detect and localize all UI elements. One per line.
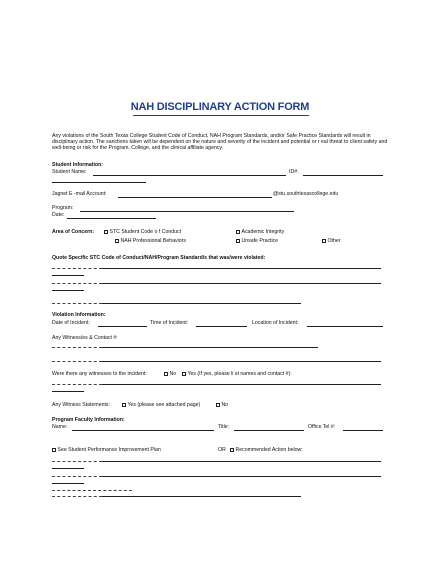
witness-line-dashes [52, 347, 102, 348]
checkbox-improvement-plan-label: See Student Performance Improvement Plan [57, 447, 161, 453]
witness-contact-label: Any Witness/es & Contact #: [52, 335, 118, 341]
checkbox-nah-label: NAH Professional Behaviors [120, 238, 186, 244]
faculty-office-label: Office Tel #: [308, 424, 336, 430]
checkbox-witness-yes-label: Yes (If yes, please li st names and contact #): [187, 371, 292, 377]
checkbox-stc-code-label: STC Student Code o f Conduct [109, 229, 182, 235]
witness-question-label: Were there any witnesses to the incident: [52, 371, 147, 377]
faculty-title-label: Title: [218, 424, 230, 430]
incident-date-field[interactable] [98, 326, 147, 327]
quote-line-5[interactable] [102, 303, 301, 304]
checkbox-statements-no[interactable] [216, 402, 228, 408]
quote-line-4[interactable] [52, 290, 84, 291]
checkbox-nah-behaviors[interactable] [115, 238, 186, 244]
checkbox-square [322, 239, 326, 243]
checkbox-square [182, 372, 186, 376]
area-of-concern-label: Area of Concern: [52, 229, 95, 235]
student-name-extra-line[interactable] [52, 182, 146, 183]
checkbox-square [52, 448, 56, 452]
student-id-label: ID#: [289, 169, 299, 175]
checkbox-unsafe-label: Unsafe Practice [241, 238, 279, 244]
checkbox-square [230, 448, 234, 452]
checkbox-statements-no-label: No [221, 402, 229, 408]
quote-line-2[interactable] [52, 275, 84, 276]
action-line-1[interactable] [102, 461, 381, 462]
incident-date-label: Date of Incident: [52, 320, 90, 326]
faculty-office-field[interactable] [343, 430, 383, 431]
student-info-heading: Student Information: [52, 162, 104, 168]
title-underline [133, 115, 309, 116]
quote-line-dashes [52, 283, 102, 284]
checkbox-square [115, 239, 119, 243]
jagnet-email-field[interactable] [118, 197, 272, 198]
checkbox-unsafe-practice[interactable] [236, 238, 278, 244]
jagnet-label: Jagnet E -mail Account: [52, 191, 107, 197]
incident-time-label: Time of Incident: [150, 320, 189, 326]
witness-names-dashes [52, 384, 102, 385]
date-field[interactable] [67, 218, 156, 219]
program-field[interactable] [80, 211, 294, 212]
action-line-4[interactable] [52, 483, 84, 484]
action-line-dashes [52, 461, 102, 462]
action-line-2[interactable] [52, 468, 84, 469]
witness-contact-line-1[interactable] [102, 347, 318, 348]
checkbox-square [236, 230, 240, 234]
checkbox-improvement-plan[interactable] [52, 447, 161, 453]
checkbox-witness-no-label: No [169, 371, 177, 377]
quote-line-dashes [52, 303, 102, 304]
incident-time-field[interactable] [196, 326, 247, 327]
faculty-name-label: Name: [52, 424, 68, 430]
incident-location-field[interactable] [307, 326, 383, 327]
checkbox-square [104, 230, 108, 234]
checkbox-stc-code[interactable] [104, 229, 181, 235]
checkbox-other-label: Other [327, 238, 341, 244]
checkbox-statements-yes[interactable] [122, 402, 200, 408]
violation-heading: Violation Information: [52, 312, 106, 318]
action-line-dashes [52, 476, 102, 477]
email-domain-suffix: @stu.southtexascollege.edu [273, 191, 339, 197]
checkbox-square [216, 403, 220, 407]
witness-names-line-2[interactable] [52, 391, 84, 392]
quote-line-1[interactable] [102, 268, 381, 269]
checkbox-academic-label: Academic Integrity [241, 229, 285, 235]
program-label: Program: [52, 205, 74, 211]
checkbox-square [122, 403, 126, 407]
witness-line-dashes [52, 361, 102, 362]
checkbox-recommended-label: Recommended Action below: [235, 447, 303, 453]
checkbox-statements-yes-label: Yes (please see attached page) [127, 402, 201, 408]
action-line-3[interactable] [102, 476, 381, 477]
quote-line-dashes [52, 268, 102, 269]
witness-statements-label: Any Witness Statements: [52, 402, 110, 408]
action-line-6[interactable] [102, 496, 301, 497]
or-label: OR [218, 447, 226, 453]
quote-line-3[interactable] [102, 283, 381, 284]
faculty-name-field[interactable] [72, 430, 214, 431]
checkbox-square [164, 372, 168, 376]
intro-paragraph: Any violations of the South Texas College Student Code of Conduct, NAH Program Standards, and/or Safe Practice Standards will result in disciplinary action. The sanctions taken will be dependent on the nature and severity of the incident and potential or r eal threat to client safety and well-being or risk for the Program, College, and the clinical affiliate agency. [52, 133, 388, 152]
witness-names-line-1[interactable] [102, 384, 381, 385]
quote-heading: Quote Specific STC Code of Conduct/NAH/Program Standard/s that was/were violated: [52, 255, 266, 261]
checkbox-other[interactable] [322, 238, 340, 244]
incident-location-label: Location of Incident: [252, 320, 299, 326]
checkbox-square [236, 239, 240, 243]
checkbox-witness-no[interactable] [164, 371, 176, 377]
witness-contact-line-2[interactable] [102, 361, 381, 362]
student-name-field[interactable] [93, 175, 286, 176]
student-id-field[interactable] [303, 175, 383, 176]
action-line-dashes [52, 496, 102, 497]
student-name-label: Student Name: [52, 169, 87, 175]
form-title: NAH DISCIPLINARY ACTION FORM [130, 101, 310, 113]
checkbox-academic-integrity[interactable] [236, 229, 284, 235]
checkbox-recommended-action[interactable] [230, 447, 303, 453]
faculty-title-field[interactable] [234, 430, 304, 431]
action-line-5[interactable] [52, 490, 132, 491]
faculty-heading: Program Faculty Information: [52, 417, 125, 423]
date-label: Date: [52, 212, 65, 218]
checkbox-witness-yes[interactable] [182, 371, 292, 377]
